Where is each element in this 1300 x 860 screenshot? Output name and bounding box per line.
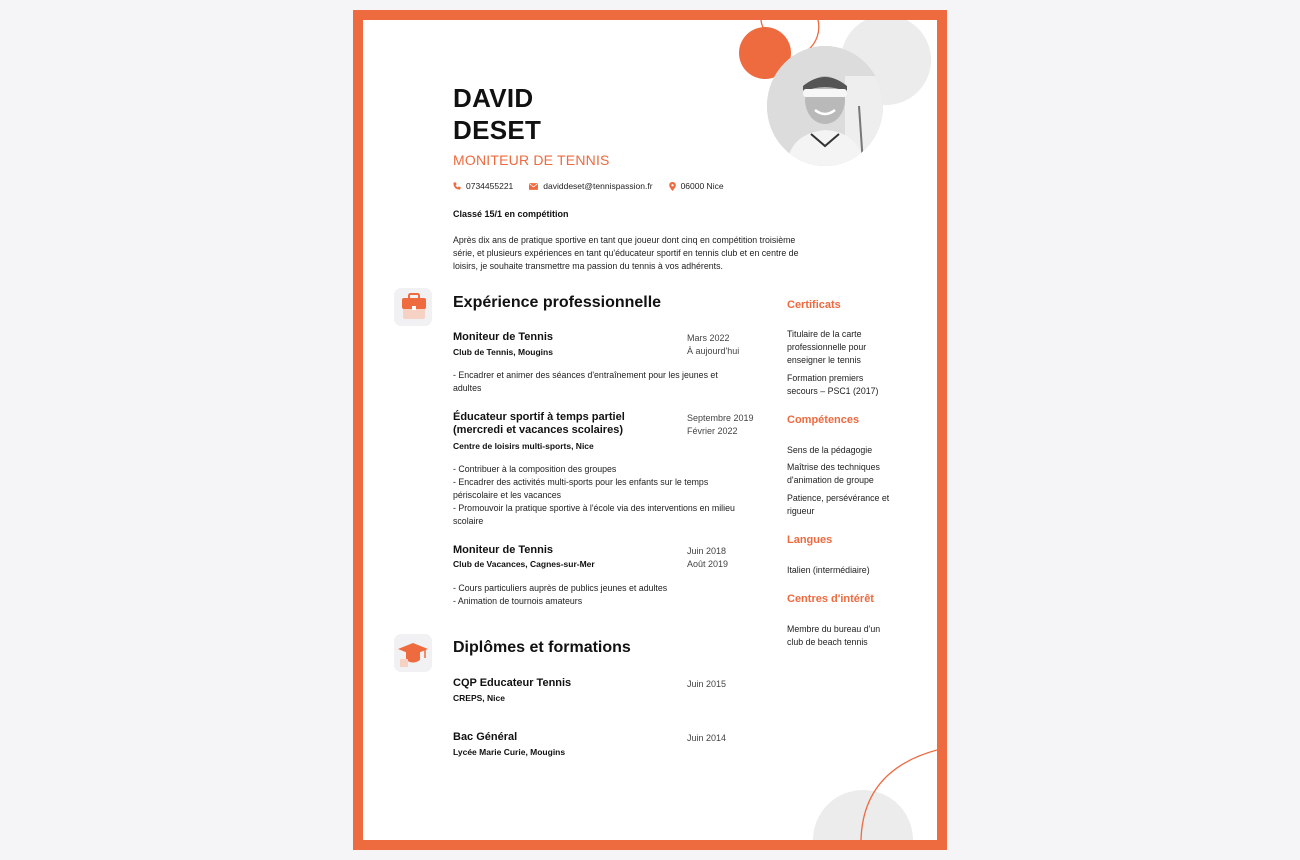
- bullet-line: - Animation de tournois amateurs: [453, 596, 583, 606]
- job-3-dates: [687, 545, 728, 571]
- location-text: 06000 Nice: [680, 181, 724, 191]
- graduation-cap-icon-box: [394, 634, 432, 672]
- job-3-bullets: [453, 582, 773, 608]
- item-line: Maîtrise des techniques: [787, 462, 880, 472]
- person-silhouette-icon: [767, 46, 883, 166]
- bullet-line: scolaire: [453, 516, 484, 526]
- last-name: DESET: [453, 115, 542, 145]
- profile-photo: [767, 46, 883, 166]
- bullet-line: - Encadrer des activités multi-sports pour les enfants sur le temps: [453, 477, 709, 487]
- summary-line: série, et plusieurs expériences en tant qu'éducateur sportif en tennis club et en centre de: [453, 248, 799, 258]
- job-2-place: Centre de loisirs multi-sports, Nice: [453, 441, 594, 451]
- date-start: Septembre 2019: [687, 413, 754, 423]
- bullet-line: - Encadrer et animer des séances d'entraînement pour les jeunes et: [453, 370, 718, 380]
- certificat-item: [787, 328, 907, 367]
- job-2-dates: [687, 412, 754, 438]
- interets-title: Centres d'intérêt: [787, 593, 874, 605]
- bullet-line: - Contribuer à la composition des groupes: [453, 464, 617, 474]
- item-line: rigueur: [787, 506, 815, 516]
- contact-email: [529, 181, 652, 191]
- date-start: Juin 2018: [687, 546, 727, 556]
- summary-line: Après dix ans de pratique sportive en tant que joueur dont cinq en compétition troisième: [453, 235, 796, 245]
- competence-item: [787, 461, 907, 487]
- item-line: Patience, persévérance et: [787, 493, 890, 503]
- item-line: club de beach tennis: [787, 637, 868, 647]
- job-1-title: Moniteur de Tennis: [453, 331, 554, 343]
- summary-line: loisirs, je souhaite transmettre ma passion du tennis à vos adhérents.: [453, 261, 723, 271]
- resume-page: [363, 20, 937, 840]
- job-1-bullets: [453, 369, 773, 395]
- edu-1-place: CREPS, Nice: [453, 693, 505, 703]
- email-text: daviddeset@tennispassion.fr: [543, 181, 653, 191]
- interet-item: [787, 623, 907, 649]
- mail-icon: [529, 183, 538, 190]
- contact-row: [453, 181, 730, 191]
- certificats-title: Certificats: [787, 299, 841, 311]
- item-line: d'animation de groupe: [787, 475, 874, 485]
- langue-item: [787, 564, 907, 577]
- competence-item: [787, 492, 907, 518]
- edu-2-date: Juin 2014: [687, 733, 727, 743]
- job-3-place: Club de Vacances, Cagnes-sur-Mer: [453, 559, 595, 569]
- edu-1-date: Juin 2015: [687, 679, 727, 689]
- certificat-item: [787, 372, 907, 398]
- job-title: MONITEUR DE TENNIS: [453, 152, 610, 168]
- item-line: Membre du bureau d'un: [787, 624, 881, 634]
- item-line: Titulaire de la carte: [787, 329, 862, 339]
- item-line: professionnelle pour: [787, 342, 867, 352]
- item-line: Sens de la pédagogie: [787, 445, 873, 455]
- title-line: (mercredi et vacances scolaires): [453, 424, 623, 436]
- langues-title: Langues: [787, 534, 833, 546]
- item-line: enseigner le tennis: [787, 355, 861, 365]
- edu-1-title: CQP Educateur Tennis: [453, 677, 572, 689]
- date-end: Février 2022: [687, 426, 738, 436]
- graduation-cap-icon: [394, 634, 432, 672]
- job-1-place: Club de Tennis, Mougins: [453, 347, 553, 357]
- ranking: Classé 15/1 en compétition: [453, 209, 569, 219]
- date-start: Mars 2022: [687, 333, 730, 343]
- item-line: secours – PSC1 (2017): [787, 386, 879, 396]
- title-line: Éducateur sportif à temps partiel: [453, 411, 625, 423]
- summary: [453, 234, 838, 273]
- experience-title: Expérience professionnelle: [453, 294, 662, 311]
- contact-phone: [453, 181, 513, 191]
- full-name: [453, 82, 541, 146]
- date-end: Août 2019: [687, 559, 729, 569]
- job-2-title: [453, 411, 625, 437]
- bullet-line: - Cours particuliers auprès de publics jeunes et adultes: [453, 583, 668, 593]
- briefcase-icon-box: [394, 288, 432, 326]
- bullet-line: adultes: [453, 383, 482, 393]
- phone-icon: [453, 182, 461, 190]
- education-title: Diplômes et formations: [453, 639, 631, 656]
- item-line: Formation premiers: [787, 373, 864, 383]
- edu-2-place: Lycée Marie Curie, Mougins: [453, 747, 566, 757]
- first-name: DAVID: [453, 83, 534, 113]
- location-pin-icon: [669, 182, 676, 191]
- phone-text: 0734455221: [466, 181, 514, 191]
- bullet-line: - Promouvoir la pratique sportive à l'école via des interventions en milieu: [453, 503, 735, 513]
- job-3-title: Moniteur de Tennis: [453, 544, 554, 556]
- edu-2-title: Bac Général: [453, 731, 518, 743]
- contact-location: [669, 181, 724, 191]
- briefcase-icon: [394, 288, 432, 326]
- competence-item: [787, 444, 907, 457]
- bullet-line: périscolaire et les vacances: [453, 490, 562, 500]
- date-end: À aujourd'hui: [687, 346, 740, 356]
- job-2-bullets: [453, 463, 773, 528]
- job-1-dates: [687, 332, 739, 358]
- item-line: Italien (intermédiaire): [787, 565, 870, 575]
- competences-title: Compétences: [787, 414, 860, 426]
- decorative-circles-bottom-icon: [803, 740, 937, 840]
